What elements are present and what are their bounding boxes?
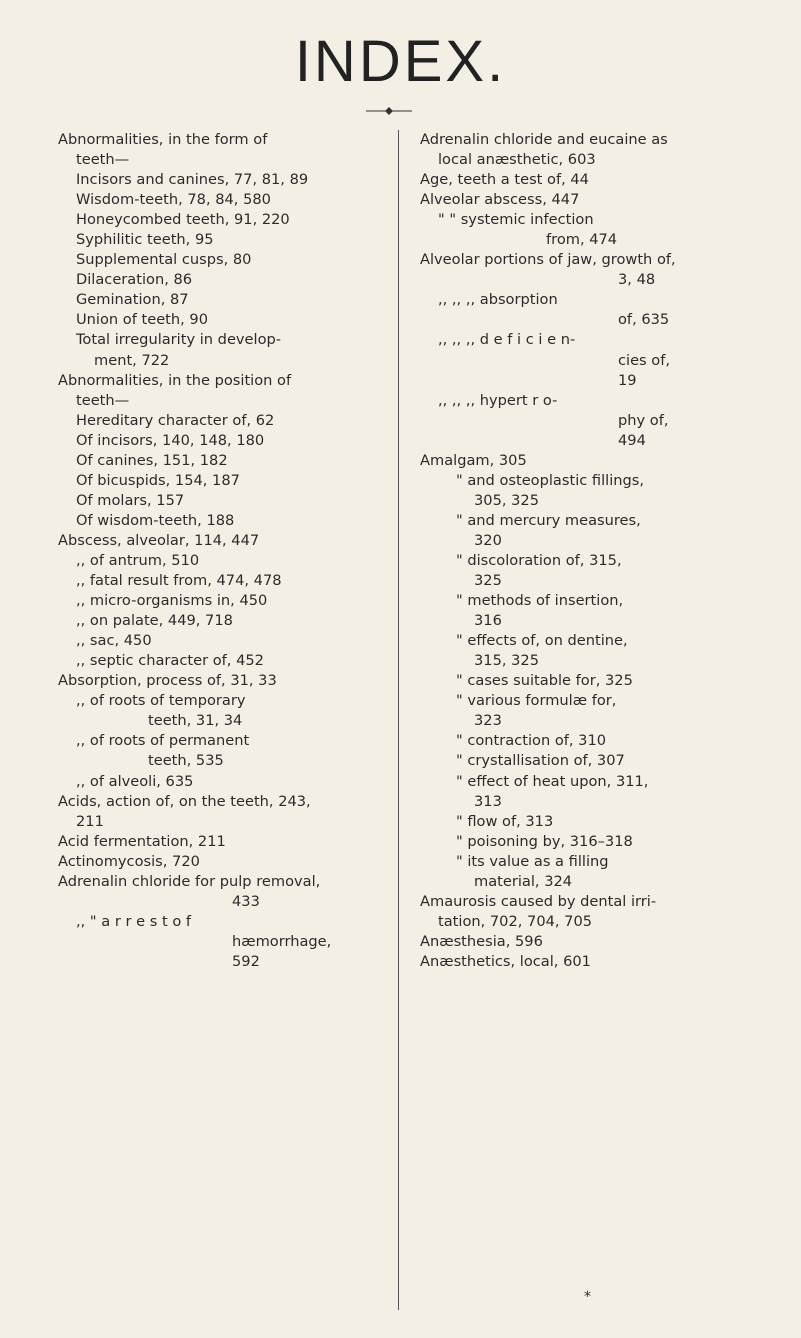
index-entry-line: Of canines, 151, 182 — [76, 451, 228, 469]
index-entry-line: Abscess, alveolar, 114, 447 — [58, 531, 260, 549]
footer-mark: * — [584, 1289, 591, 1305]
index-entry-line: ,, " a r r e s t o f — [76, 912, 192, 930]
index-entry-line: Wisdom-teeth, 78, 84, 580 — [76, 191, 271, 209]
index-entry-line: teeth, 535 — [148, 752, 224, 770]
index-entry-line: ,, of alveoli, 635 — [76, 772, 194, 790]
index-entry-line: Syphilitic teeth, 95 — [76, 231, 214, 249]
index-entry-line: " its value as a filling — [456, 852, 609, 870]
index-entry-line: 494 — [618, 431, 646, 449]
index-entry-line: Amaurosis caused by dental irri- — [420, 892, 657, 910]
index-entry-line: ,, fatal result from, 474, 478 — [76, 572, 282, 590]
index-entry-line: Of incisors, 140, 148, 180 — [76, 431, 265, 449]
index-entry-line: Gemination, 87 — [76, 291, 189, 309]
index-entry-line: Honeycombed teeth, 91, 220 — [76, 211, 290, 229]
index-entry-line: Absorption, process of, 31, 33 — [58, 672, 277, 690]
index-entry-line: 19 — [618, 371, 637, 389]
index-entry-line: ,, sac, 450 — [76, 632, 152, 650]
index-entry-line: " and mercury measures, — [456, 511, 641, 529]
index-entry-line: Abnormalities, in the position of — [58, 371, 292, 389]
index-entry-line: from, 474 — [546, 231, 618, 249]
index-entry-line: ment, 722 — [94, 351, 170, 369]
index-entry-line: 316 — [474, 612, 502, 630]
index-entry-line: " effects of, on dentine, — [456, 632, 628, 650]
index-entry-line: Dilaceration, 86 — [76, 271, 193, 289]
index-entry-line: Acid fermentation, 211 — [58, 832, 226, 850]
index-entry-line: Of molars, 157 — [76, 491, 185, 509]
index-entry-line: Of wisdom-teeth, 188 — [76, 511, 235, 529]
index-entry-line: Total irregularity in develop- — [76, 331, 282, 349]
index-entry-line: " " systemic infection — [438, 211, 594, 229]
index-entry-line: 323 — [474, 712, 502, 730]
index-entry-line: 320 — [474, 531, 502, 549]
index-entry-line: 325 — [474, 572, 502, 590]
index-entry-line: ,, septic character of, 452 — [76, 652, 264, 670]
index-entry-line: " effect of heat upon, 311, — [456, 772, 649, 790]
index-entry-line: " and osteoplastic fillings, — [456, 471, 645, 489]
index-entry-line: material, 324 — [474, 872, 573, 890]
index-entry-line: Union of teeth, 90 — [76, 311, 209, 329]
index-column-left — [58, 130, 378, 972]
index-entry-line: 305, 325 — [474, 491, 539, 509]
index-entry-line: Of bicuspids, 154, 187 — [76, 471, 240, 489]
index-entry-line: " various formulæ for, — [456, 692, 617, 710]
index-entry-line: 211 — [76, 812, 104, 830]
index-entry-line: ,, micro-organisms in, 450 — [76, 592, 268, 610]
index-entry-line: Adrenalin chloride and eucaine as — [420, 131, 668, 148]
index-entry-line: ,, ,, ,, hypert r o- — [438, 391, 558, 409]
index-entry-line: " poisoning by, 316–318 — [456, 832, 633, 850]
index-entry-line: tation, 702, 704, 705 — [438, 912, 593, 930]
index-entry-line: Adrenalin chloride for pulp removal, — [58, 872, 321, 890]
index-entry-line: Anæsthetics, local, 601 — [420, 952, 591, 970]
index-entry-line: Age, teeth a test of, 44 — [420, 171, 589, 189]
index-entry-line: of, 635 — [618, 311, 670, 329]
index-column-right — [420, 130, 740, 972]
index-entry-line: ,, ,, ,, d e f i c i e n- — [438, 331, 576, 349]
index-entry-line: " crystallisation of, 307 — [456, 752, 625, 770]
ornament-divider — [366, 106, 412, 116]
index-entry-line: 313 — [474, 792, 502, 810]
index-entry-line: Abnormalities, in the form of — [58, 131, 268, 148]
index-entry-line: Alveolar abscess, 447 — [420, 191, 580, 209]
index-entry-line: teeth, 31, 34 — [148, 712, 243, 730]
index-entry-line: 315, 325 — [474, 652, 539, 670]
index-entry-line: hæmorrhage, — [232, 932, 332, 950]
index-entry-line: teeth— — [76, 391, 130, 409]
index-entry-line: Amalgam, 305 — [420, 451, 527, 469]
index-entry-line: phy of, — [618, 411, 669, 429]
index-entry-line: Incisors and canines, 77, 81, 89 — [76, 171, 309, 189]
page-title: INDEX. — [294, 29, 507, 94]
index-entry-line: ,, ,, ,, absorption — [438, 291, 558, 309]
index-entry-line: Alveolar portions of jaw, growth of, — [420, 251, 676, 269]
index-entry-line: ,, of roots of temporary — [76, 692, 246, 710]
index-entry-line: " discoloration of, 315, — [456, 551, 622, 569]
index-entry-line: 3, 48 — [618, 271, 656, 289]
index-entry-line: ,, of antrum, 510 — [76, 551, 200, 569]
index-entry-line: Supplemental cusps, 80 — [76, 251, 252, 269]
index-entry-line: Actinomycosis, 720 — [58, 852, 200, 870]
index-entry-line: Anæsthesia, 596 — [420, 932, 543, 950]
index-entry-line: " contraction of, 310 — [456, 732, 607, 750]
index-entry-line: ,, on palate, 449, 718 — [76, 612, 233, 630]
index-entry-line: " flow of, 313 — [456, 812, 554, 830]
index-entry-line: Hereditary character of, 62 — [76, 411, 275, 429]
index-entry-line: 592 — [232, 952, 260, 970]
index-entry-line: " methods of insertion, — [456, 592, 624, 610]
index-entry-line: teeth— — [76, 151, 130, 169]
index-entry-line: cies of, — [618, 351, 671, 369]
column-divider — [398, 130, 399, 1310]
index-entry-line: local anæsthetic, 603 — [438, 151, 596, 169]
index-entry-line: " cases suitable for, 325 — [456, 672, 633, 690]
index-entry-line: ,, of roots of permanent — [76, 732, 250, 750]
index-entry-line: 433 — [232, 892, 260, 910]
index-entry-line: Acids, action of, on the teeth, 243, — [58, 792, 311, 810]
